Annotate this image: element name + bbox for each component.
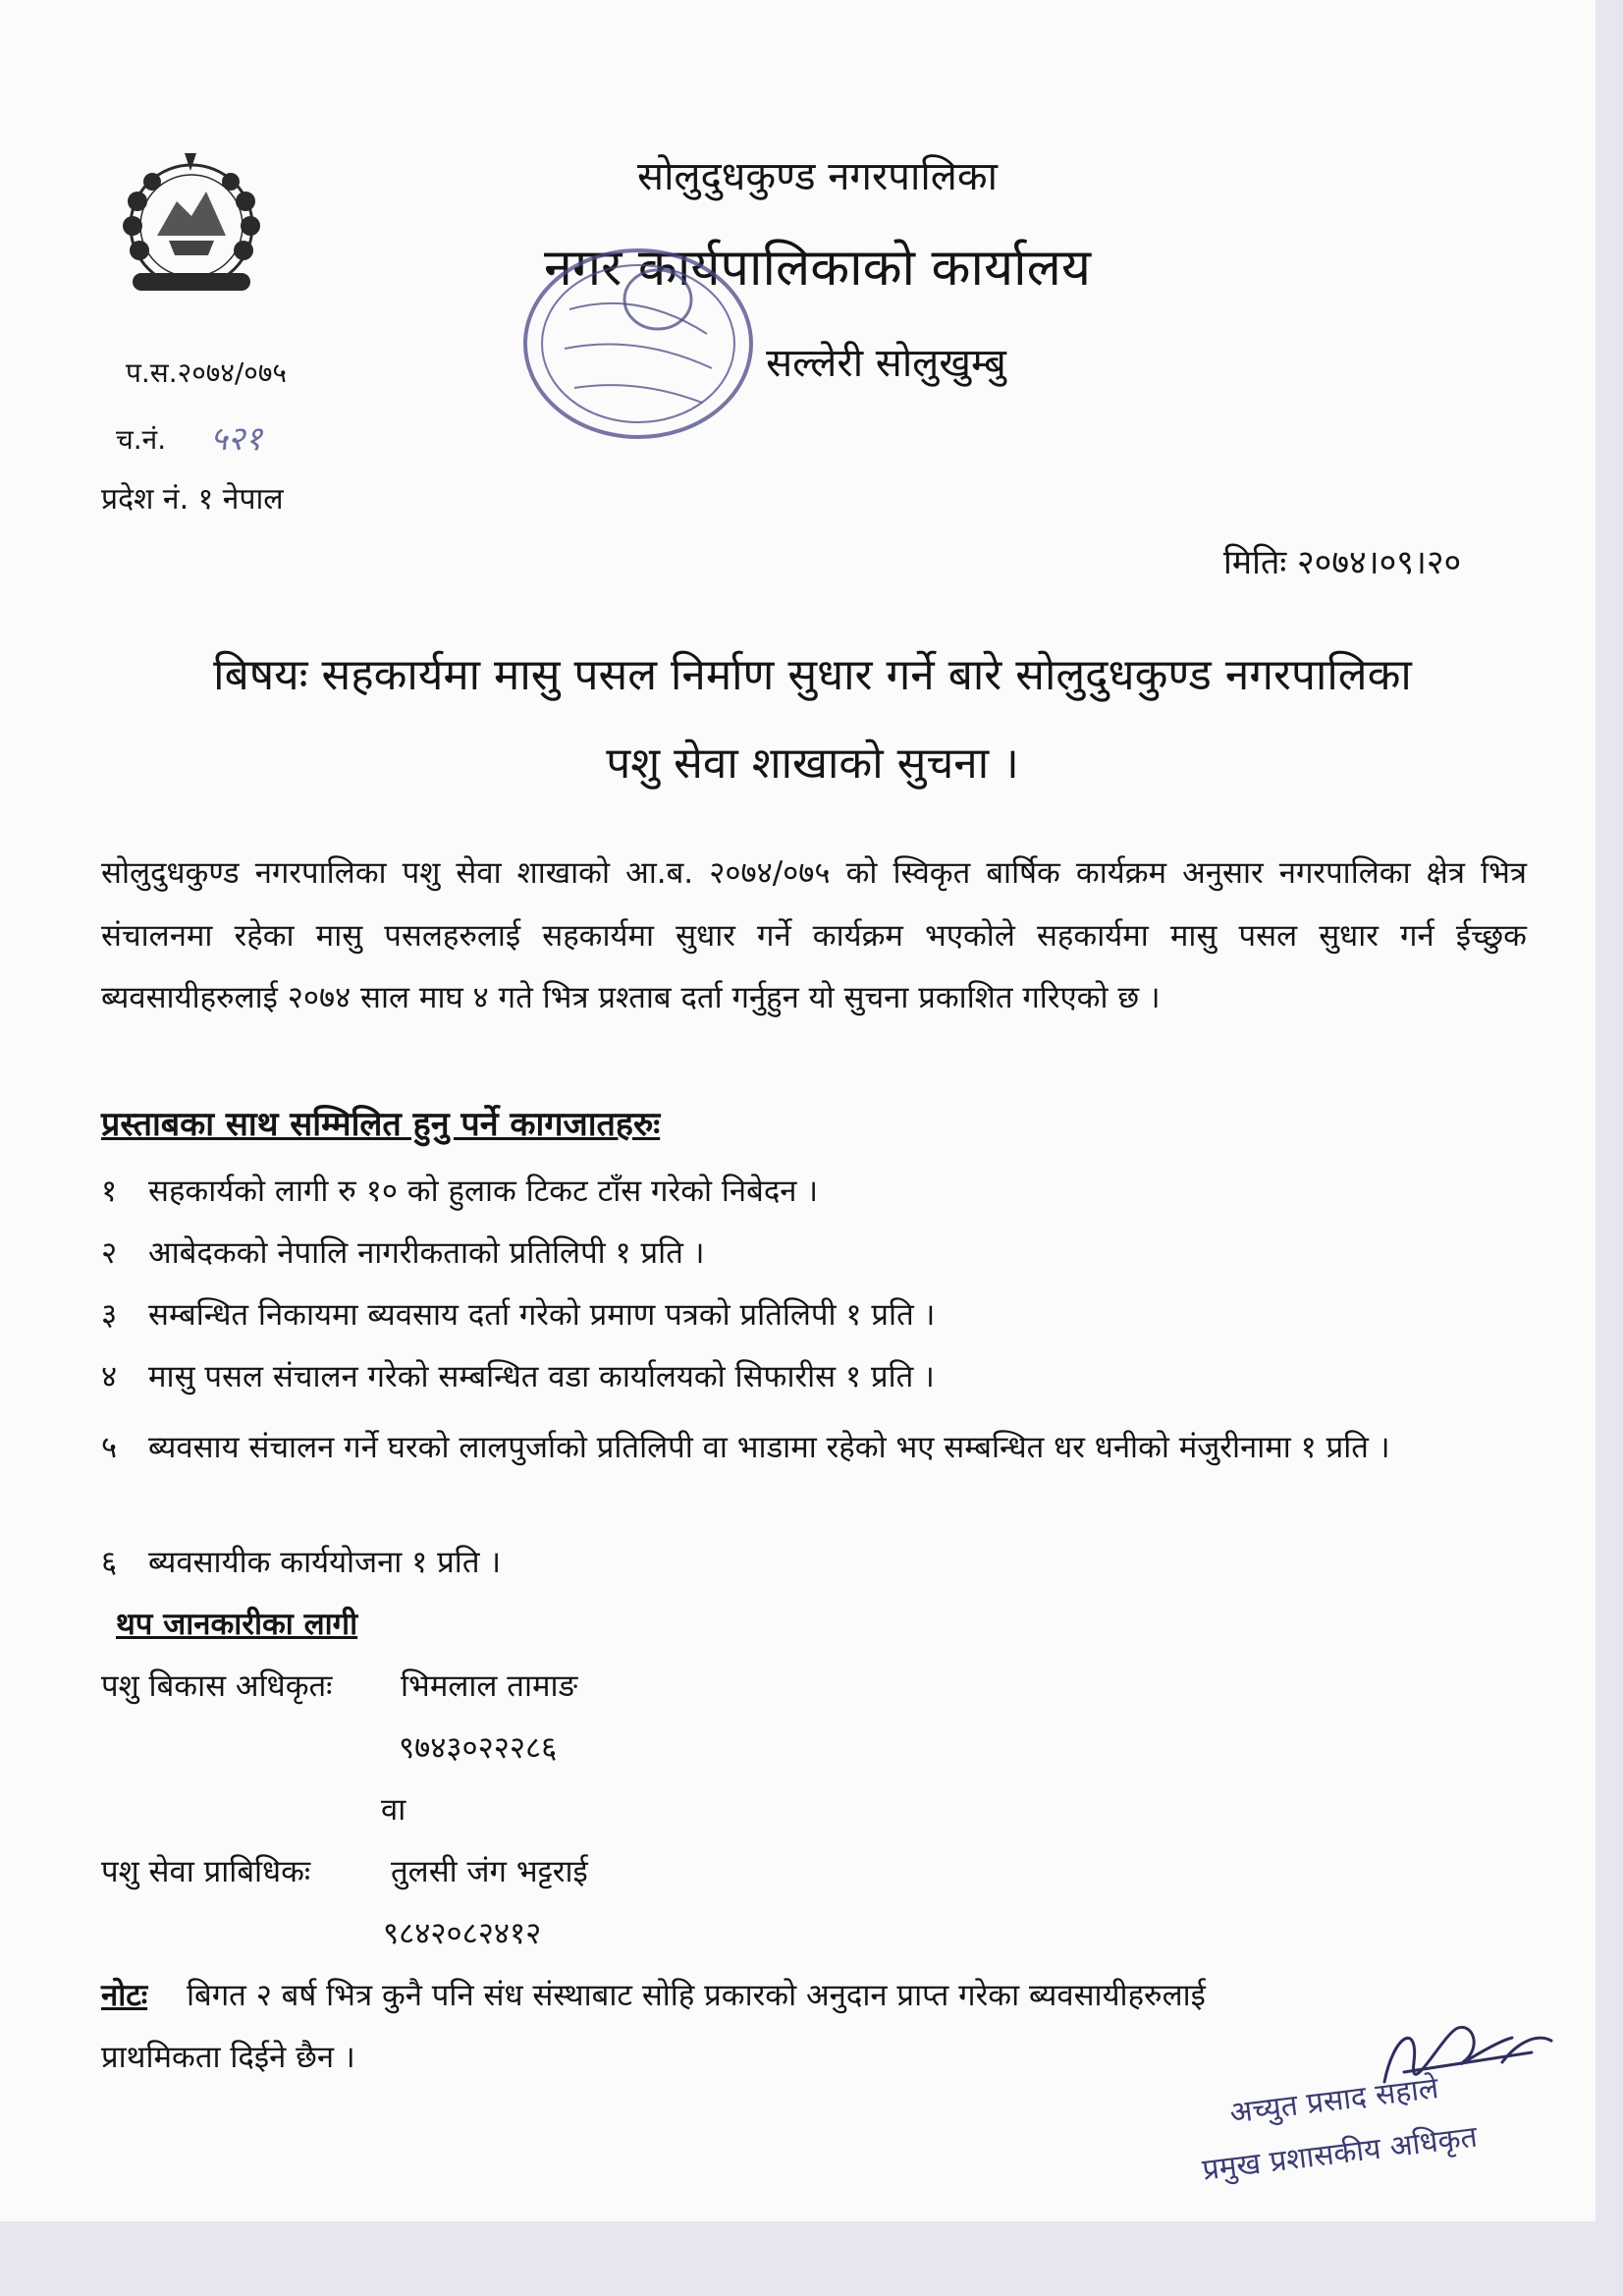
list-item <box>101 1541 501 1582</box>
list-item-number: ४ <box>101 1359 118 1394</box>
office-name: नगर कार्यपालिकाको कार्यालय <box>543 239 1091 298</box>
office-stamp-icon <box>511 241 766 452</box>
officer-1-phone: ९७४३०२२२८६ <box>399 1730 558 1766</box>
list-item <box>101 1170 818 1211</box>
or-separator: वा <box>381 1792 406 1828</box>
signatory-title: प्रमुख प्रशासकीय अधिकृत <box>1200 2119 1480 2188</box>
list-item-number: ५ <box>101 1430 118 1465</box>
signatory-name: अच्युत प्रसाद सहाले <box>1227 2070 1441 2131</box>
note-label: नोटः <box>101 1978 148 2013</box>
list-item-text: ब्यवसायीक कार्ययोजना १ प्रति । <box>148 1545 502 1580</box>
officer-2-name: तुलसी जंग भट्टराई <box>391 1854 588 1889</box>
note-text: बिगत २ बर्ष भित्र कुनै पनि संध संस्थाबाट सोहि प्रकारको अनुदान प्राप्त गरेका ब्यवसायीहरुलाई <box>187 1978 1206 2013</box>
fiscal-year: प.स.२०७४/०७५ <box>126 356 287 389</box>
list-item-number: १ <box>101 1174 118 1209</box>
dispatch-number-label: च.नं. <box>116 423 167 456</box>
list-item-text: आबेदकको नेपालि नागरीकताको प्रतिलिपी १ प्रति । <box>148 1235 705 1271</box>
documents-heading: प्रस्ताबका साथ सम्मिलित हुनु पर्ने कागजातहरुः <box>101 1105 661 1144</box>
list-item <box>101 1231 704 1273</box>
subject-line-1: बिषयः सहकार्यमा मासु पसल निर्माण सुधार गर्ने बारे सोलुदुधकुण्ड नगरपालिका <box>213 650 1412 700</box>
list-item-text: ब्यवसाय संचालन गर्ने घरको लालपुर्जाको प्रतिलिपी वा भाडामा रहेको भए सम्बन्धित धर धनीको मंजुरीनामा १ प्रति । <box>148 1430 1390 1465</box>
dispatch-number: ५२१ <box>210 419 263 459</box>
org-name: सोलुदुधकुण्ड नगरपालिका <box>637 154 998 199</box>
officer-1-role: पशु बिकास अधिकृतः <box>101 1668 333 1704</box>
list-item-number: २ <box>101 1235 118 1271</box>
officer-2-role: पशु सेवा प्राबिधिकः <box>101 1854 311 1889</box>
subject-line-2: पशु सेवा शाखाको सुचना । <box>606 738 1019 789</box>
body-paragraph: सोलुदुधकुण्ड नगरपालिका पशु सेवा शाखाको आ.ब. २०७४/०७५ को स्विकृत बार्षिक कार्यक्रम अनुसार नगरपालिका क्षेत्र भित्र संचालनमा रहेका मासु पसलहरुलाई सहकार्यमा सुधार गर्ने कार्यक्रम भएकोले सहकार्यमा मासु पसल सुधार गर्न ईच्छुक ब्यवसायीहरुलाई २०७४ साल माघ ४ गते भित्र प्रश्ताब दर्ता गर्नुहुन यो सुचना प्रकाशित गरिएको छ । <box>101 855 1527 1015</box>
province: प्रदेश नं. १ नेपाल <box>101 482 284 517</box>
contact-heading: थप जानकारीका लागी <box>116 1607 358 1642</box>
list-item-text: सम्बन्धित निकायमा ब्यवसाय दर्ता गरेको प्रमाण पत्रको प्रतिलिपी १ प्रति । <box>148 1297 936 1333</box>
list-item <box>101 1293 935 1335</box>
list-item <box>101 1417 1476 1479</box>
officer-2-phone: ९८४२०८२४१२ <box>383 1916 542 1951</box>
list-item-text: मासु पसल संचालन गरेको सम्बन्धित वडा कार्यालयको सिफारीस १ प्रति । <box>148 1359 935 1394</box>
letter-date: मितिः २०७४।०९।२० <box>1223 543 1462 582</box>
list-item <box>101 1355 935 1396</box>
list-item-text: सहकार्यको लागी रु १० को हुलाक टिकट टाँस गरेको निबेदन । <box>148 1174 819 1209</box>
note-text-continued: प्राथमिकता दिईने छैन । <box>101 2040 355 2075</box>
office-address: सल्लेरी सोलुखुम्बु <box>766 341 1006 386</box>
list-item-number: ३ <box>101 1297 118 1333</box>
list-item-number: ६ <box>101 1545 118 1580</box>
officer-1-name: भिमलाल तामाङ <box>401 1668 578 1704</box>
